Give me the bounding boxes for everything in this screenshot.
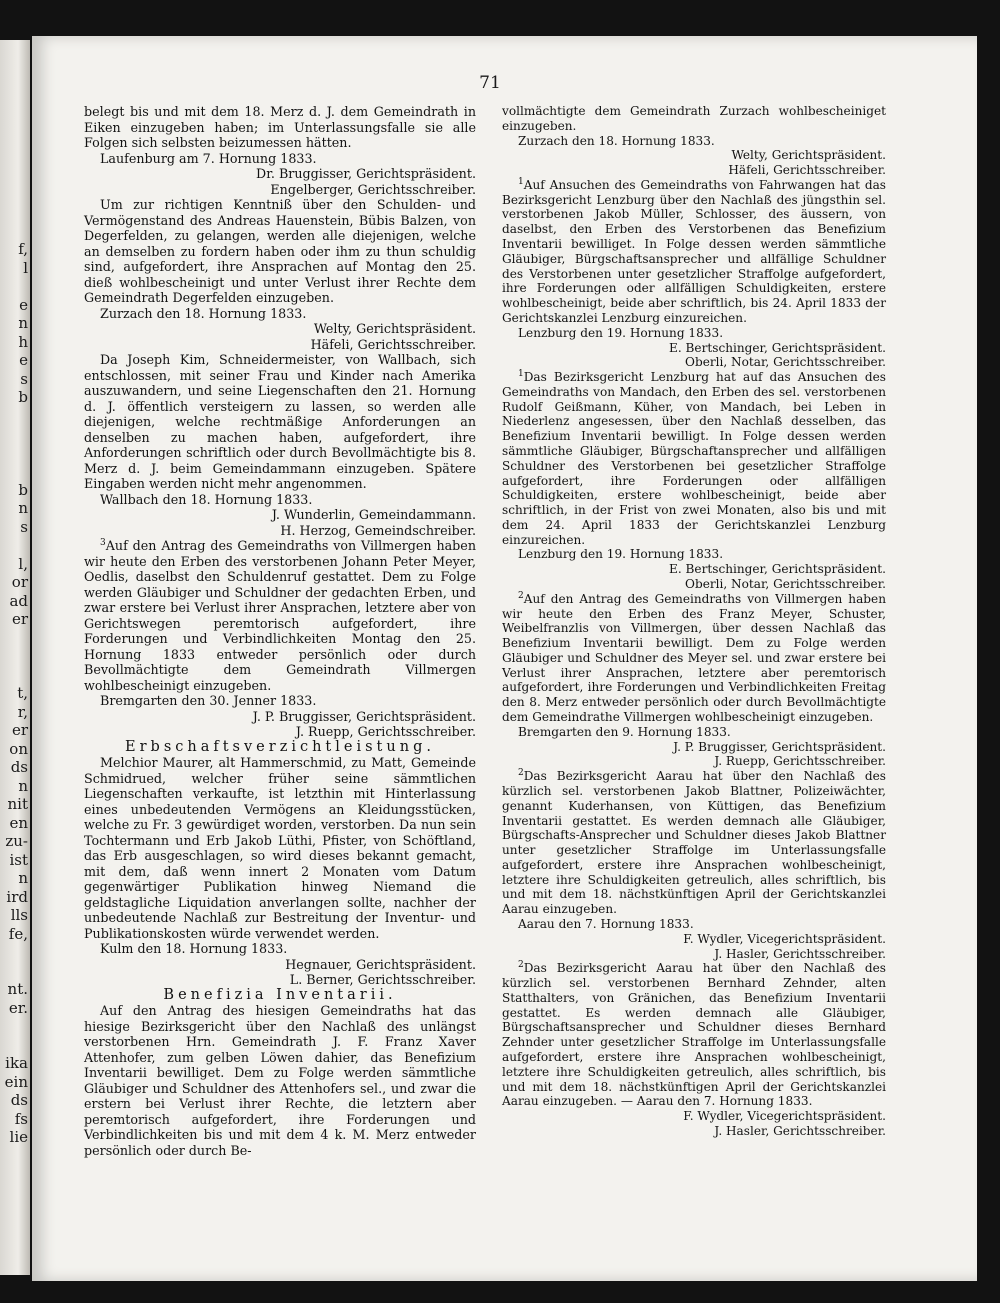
dateline bbox=[84, 693, 476, 709]
notice-paragraph-text: Auf den Antrag des hiesigen Gemeindraths hat das hiesige Bezirksgericht über den Nachlaß des unlängst verstorbenen Hrn. Gemeindrath J. F. Franz Xaver Attenhofer, zum gelben Löwen dahier, das Benefizium Inventarii bewilliget. Dem zu Folge werden sämmtliche Gläubiger und Schuldner des Attenhofers sel., und zwar die erstern bei Verlust ihrer Rechte, die letztern aber peremtorisch aufgefordert, ihre Forderungen und Verbindlichkeiten bis und mit dem 4 k. M. Merz entweder persönlich oder durch Be- bbox=[84, 1003, 476, 1158]
notice-paragraph-text: vollmächtigte dem Gemeindrath Zurzach wohlbescheiniget einzugeben. bbox=[502, 104, 886, 133]
notice-paragraph-text: Das Bezirksgericht Aarau hat über den Nachlaß des kürzlich sel. verstorbenen Bernhard Zehnder, alten Statthalters, von Gränichen, das Benefizium Inventarii gestattet. Es werden demnach alle Gläubiger, Bürgschaftsansprecher und Schuldner dieses Bernhard Zehnder unter gesetzlicher Straffolge im Unterlassungsfalle aufgefordert, erstere ihre Ansprachen wohlbescheinigt, letztere ihre Schuldigkeiten getreulich, alles schriftlich, bis und mit dem 18. nächstkünftigen April der Gerichtskanzlei Aarau einzugeben. — Aarau den 7. Hornung 1833. bbox=[502, 961, 886, 1109]
footnote-marker: 3 bbox=[100, 537, 106, 548]
facing-page-fragment: ist bbox=[9, 850, 28, 869]
dateline-text: Laufenburg am 7. Hornung 1833. bbox=[100, 150, 317, 166]
notice-paragraph-text: Das Bezirksgericht Lenzburg hat auf das Ansuchen des Gemeindraths von Mandach, den Erben des sel. verstorbenen Rudolf Geißmann, Küher, von Mandach, bei Leben in Niederlenz angesessen, über den Nachlaß desselben, das Benefizium Inventarii bewilligt. In Folge dessen werden sämmtliche Gläubiger, Bürgschaftansprecher und allfälligen Schuldner des Verstorbenen bei gesetzlicher Straffolge aufgefordert, ihre Forderungen oder allfälligen Schuldigkeiten, erstere wohlbescheinigt, beide aber schriftlich, in der Frist von zwei Monaten, also bis und mit dem 24. April 1833 der Gerichtskanzlei Lenzburg einzureichen. bbox=[502, 370, 886, 547]
signature-line-text: J. Hasler, Gerichtsschreiber. bbox=[714, 1123, 886, 1138]
signature-line bbox=[502, 341, 886, 356]
dateline bbox=[84, 941, 476, 957]
signature-line-text: J. P. Bruggisser, Gerichtspräsident. bbox=[252, 708, 476, 724]
dateline bbox=[502, 725, 886, 740]
signature-line bbox=[502, 947, 886, 962]
facing-page-fragment bbox=[0, 666, 30, 685]
signature-line-text: J. Wunderlin, Gemeindammann. bbox=[271, 507, 476, 522]
section-heading bbox=[84, 988, 476, 1004]
facing-page-fragment: fe, bbox=[8, 924, 28, 943]
dateline-text: Kulm den 18. Hornung 1833. bbox=[100, 941, 288, 956]
dateline bbox=[84, 492, 476, 508]
dateline-text: Aarau den 7. Hornung 1833. bbox=[518, 916, 694, 931]
facing-page-fragment: or bbox=[11, 573, 28, 591]
signature-line-text: Dr. Bruggisser, Gerichtspräsident. bbox=[256, 166, 476, 181]
notice-paragraph-text: belegt bis und mit dem 18. Merz d. J. dem Gemeindrath in Eiken einzugeben haben; im Unterlassungsfalle sie alle Folgen sich selbsten beizumessen hätten. bbox=[84, 104, 476, 150]
dateline bbox=[502, 326, 886, 341]
notice-paragraph bbox=[84, 538, 476, 693]
signature-line bbox=[84, 724, 476, 740]
signature-line bbox=[502, 562, 886, 577]
dateline-text: Lenzburg den 19. Hornung 1833. bbox=[518, 547, 724, 562]
dateline-text: Zurzach den 18. Hornung 1833. bbox=[100, 305, 307, 321]
notice-paragraph-text: Auf Ansuchen des Gemeindraths von Fahrwangen hat das Bezirksgericht Lenzburg über den Nachlaß des jüngsthin sel. verstorbenen Jakob Müller, Schlosser, des äussern, von daselbst, den Erben des Verstorbenen das Benefizium Inventarii bewilliget. In Folge dessen werden sämmtliche Gläubiger, Bürgschaftsansprecher und allfällige Schuldner des Verstorbenen unter gesetzlicher Straffolge aufgefordert, ihre Forderungen oder allfälligen Schuldigkeiten, erstere wohlbescheinigt, beide aber schriftlich, bis 24. April 1833 der Gerichtskanzlei Lenzburg einzureichen. bbox=[502, 177, 886, 325]
signature-line-text: Welty, Gerichtspräsident. bbox=[313, 321, 476, 336]
facing-page-fragment: r, bbox=[17, 702, 28, 721]
signature-line bbox=[84, 972, 476, 988]
facing-page-fragment: lie bbox=[9, 1128, 28, 1146]
signature-line bbox=[502, 754, 886, 769]
signature-line-text: F. Wydler, Vicegerichtspräsident. bbox=[683, 931, 886, 946]
facing-page-fragment: e bbox=[19, 295, 28, 314]
facing-page-fragment: f, bbox=[18, 240, 28, 258]
facing-page-fragment bbox=[0, 444, 30, 463]
facing-page-fragment: h bbox=[18, 332, 28, 351]
notice-paragraph-text: Um zur richtigen Kenntniß über den Schulden- und Vermögenstand des Andreas Hauenstein, Bübis Balzen, von Degerfelden, zu gelangen, werden alle diejenigen, welche an demselben zu fordern haben oder ihm zu thun schuldig sind, aufgefordert, ihre Ansprachen auf Montag den 25. dieß wohlbescheinigt und unter Verlust ihrer Rechte dem Gemeindrath Degerfelden einzugeben. bbox=[84, 197, 476, 305]
signature-line bbox=[502, 932, 886, 947]
section-heading bbox=[84, 740, 476, 756]
signature-line bbox=[84, 337, 476, 353]
signature-line bbox=[502, 163, 886, 178]
signature-line-text: J. Hasler, Gerichtsschreiber. bbox=[714, 946, 886, 961]
signature-line-text: Hegnauer, Gerichtspräsident. bbox=[285, 956, 476, 972]
facing-page-fragment: s bbox=[20, 369, 28, 388]
notice-paragraph bbox=[84, 197, 476, 306]
notice-paragraph bbox=[502, 370, 886, 547]
facing-page-fragment: er bbox=[11, 721, 28, 739]
facing-page-fragment: en bbox=[9, 813, 28, 832]
signature-line bbox=[84, 182, 476, 198]
notice-paragraph bbox=[502, 769, 886, 917]
notice-paragraph-text: Melchior Maurer, alt Hammerschmid, zu Matt, Gemeinde Schmidrued, welcher früher seine sämmtlichen Liegenschaften verkaufte, ist letzthin mit Hinterlassung eines unbedeutenden Vermögens an Kleidungsstücken, welche zu Fr. 3 gewürdiget worden, verstorben. Da nun sein Tochtermann und Erb Jakob Lüthi, Pfister, von Schöftland, das Erb ausgeschlagen, so wird dieses bekannt gemacht, mit dem, daß wenn innert 2 Monaten vom Datum gegenwärtiger Publikation hinweg Niemand die geldstagliche Liquidation anverlangen sollte, nachher der unbedeutende Nachlaß zur Bestreitung der Inventur- und Publikationskosten würde verwendet werden. bbox=[84, 755, 476, 941]
facing-page-fragment bbox=[0, 1036, 30, 1055]
facing-page-fragment: n bbox=[18, 869, 28, 887]
dateline bbox=[84, 306, 476, 322]
facing-page-text-fragments bbox=[0, 240, 30, 1147]
signature-line-text: J. P. Bruggisser, Gerichtspräsident. bbox=[673, 739, 886, 754]
facing-page-fragment: n bbox=[18, 499, 28, 517]
facing-page-fragment: b bbox=[18, 480, 28, 499]
signature-line bbox=[502, 355, 886, 370]
facing-page-fragment: lls bbox=[10, 906, 28, 924]
dateline-text: Bremgarten den 9. Hornung 1833. bbox=[518, 724, 731, 739]
signature-line bbox=[502, 1109, 886, 1124]
signature-line bbox=[84, 166, 476, 182]
notice-paragraph-text: Das Bezirksgericht Aarau hat über den Nachlaß des kürzlich sel. verstorbenen Jakob Blattner, Polizeiwächter, genannt Kuderhansen, von Küttigen, das Benefizium Inventarii gestattet. Es werden demnach alle Gläubiger, Bürgschafts-Ansprecher und Schuldner dieses Jakob Blattner unter gesetzlicher Straffolge im Unterlassungsfalle aufgefordert, erstere ihre Ansprachen wohlbescheinigt, letztere ihre Schuldigkeiten getreulich, alles schriftlich, bis und mit dem 18. nächstkünftigen April der Gerichtskanzlei Aarau einzugeben. bbox=[502, 769, 886, 917]
facing-page-fragment: b bbox=[18, 388, 28, 406]
facing-page-fragment: e bbox=[19, 351, 28, 369]
facing-page-fragment: l bbox=[23, 258, 28, 277]
facing-page-fragment: t, bbox=[17, 684, 28, 702]
signature-line-text: Häfeli, Gerichtsschreiber. bbox=[310, 336, 476, 352]
facing-page-fragment bbox=[0, 647, 30, 666]
facing-page-fragment: ein bbox=[4, 1072, 28, 1091]
signature-line bbox=[84, 957, 476, 973]
dateline-text: Bremgarten den 30. Jenner 1833. bbox=[100, 693, 317, 708]
dateline bbox=[502, 547, 886, 562]
facing-page-fragment: ds bbox=[10, 1091, 28, 1109]
dateline-text: Lenzburg den 19. Hornung 1833. bbox=[518, 325, 724, 340]
notice-paragraph bbox=[502, 592, 886, 725]
notice-paragraph bbox=[84, 755, 476, 941]
section-heading-text: Erbschaftsverzichtleistung. bbox=[125, 738, 435, 755]
footnote-marker: 2 bbox=[518, 590, 524, 601]
facing-page-fragment: on bbox=[9, 739, 28, 758]
footnote-marker: 2 bbox=[518, 960, 524, 971]
signature-line-text: Welty, Gerichtspräsident. bbox=[731, 148, 886, 163]
dateline bbox=[502, 134, 886, 149]
dateline-text: Zurzach den 18. Hornung 1833. bbox=[518, 133, 715, 148]
facing-page-fragment: fs bbox=[14, 1109, 28, 1128]
signature-line bbox=[502, 740, 886, 755]
notice-paragraph bbox=[502, 961, 886, 1109]
footnote-marker: 2 bbox=[518, 768, 524, 779]
facing-page-fragment bbox=[0, 277, 30, 296]
right-column bbox=[502, 104, 886, 1139]
facing-page-fragment: nit bbox=[7, 795, 28, 813]
notice-paragraph bbox=[502, 178, 886, 326]
facing-page-fragment bbox=[0, 536, 30, 555]
signature-line-text: Oberli, Notar, Gerichtsschreiber. bbox=[685, 355, 886, 370]
signature-line bbox=[84, 507, 476, 523]
notice-paragraph bbox=[502, 104, 886, 134]
notice-paragraph-text: Da Joseph Kim, Schneidermeister, von Wallbach, sich entschlossen, mit seiner Frau und Kinder nach Amerika auszuwandern, und seine Liegenschaften den 21. Hornung d. J. öffentlich versteigern zu lassen, so werden alle diejenigen, welche rechtmäßige Anforderungen an denselben zu machen haben, aufgefordert, ihre Anforderungen schriftlich oder durch Bevollmächtigte bis 8. Merz d. J. beim Gemeindammann einzugeben. Spätere Eingaben werden nicht mehr angenommen. bbox=[84, 352, 476, 491]
signature-line-text: L. Berner, Gerichtsschreiber. bbox=[289, 972, 476, 987]
facing-page-fragment: ad bbox=[9, 591, 28, 610]
facing-page-fragment: l, bbox=[18, 554, 28, 573]
facing-page-fragment bbox=[0, 629, 30, 648]
facing-page-fragment: n bbox=[18, 776, 28, 795]
notice-paragraph bbox=[84, 104, 476, 151]
facing-page-fragment: nt. bbox=[7, 980, 28, 998]
signature-line-text: F. Wydler, Vicegerichtspräsident. bbox=[683, 1109, 886, 1124]
signature-line-text: Häfeli, Gerichtsschreiber. bbox=[728, 163, 886, 178]
signature-line-text: J. Ruepp, Gerichtsschreiber. bbox=[714, 754, 886, 769]
facing-page-fragment: ds bbox=[10, 758, 28, 776]
facing-page-fragment: er. bbox=[8, 998, 28, 1017]
signature-line bbox=[84, 523, 476, 539]
facing-page-fragment: n bbox=[18, 314, 28, 332]
footnote-marker: 1 bbox=[518, 369, 524, 380]
section-heading-text: Benefizia Inventarii. bbox=[163, 986, 397, 1003]
signature-line-text: E. Bertschinger, Gerichtspräsident. bbox=[669, 562, 886, 577]
signature-line bbox=[84, 321, 476, 337]
signature-line-text: J. Ruepp, Gerichtsschreiber. bbox=[295, 724, 476, 739]
dateline bbox=[502, 917, 886, 932]
notice-paragraph bbox=[84, 1003, 476, 1158]
facing-page-fragment: s bbox=[20, 517, 28, 536]
notice-paragraph bbox=[84, 352, 476, 492]
signature-line bbox=[502, 577, 886, 592]
facing-page-fragment bbox=[0, 462, 30, 481]
signature-line bbox=[502, 1124, 886, 1139]
signature-line bbox=[502, 148, 886, 163]
facing-page-fragment bbox=[0, 1017, 30, 1036]
dateline bbox=[84, 151, 476, 167]
facing-page-fragment: ika bbox=[5, 1054, 28, 1072]
footnote-marker: 1 bbox=[518, 176, 524, 187]
page-number: 71 bbox=[479, 73, 501, 93]
facing-page-edge bbox=[0, 40, 30, 1275]
facing-page-fragment bbox=[0, 943, 30, 962]
signature-line-text: Oberli, Notar, Gerichtsschreiber. bbox=[685, 577, 886, 591]
signature-line-text: Engelberger, Gerichtsschreiber. bbox=[270, 181, 476, 197]
facing-page-fragment: er bbox=[11, 610, 28, 628]
facing-page-fragment bbox=[0, 425, 30, 444]
facing-page-fragment: ird bbox=[6, 887, 28, 906]
notice-paragraph-text: Auf den Antrag des Gemeindraths von Villmergen haben wir heute den Erben des verstorbenen Johann Peter Meyer, Oedlis, daselbst den Schuldenruf gestattet. Dem zu Folge werden Gläubiger und Schuldner der gedachten Erben, und zwar erstere bei Verlust ihrer Ansprachen, letztere aber von Gerichtswegen peremtorisch aufgefordert, ihre Forderungen und Verbindlichkeiten Montag den 25. Hornung 1833 entweder persönlich oder durch Bevollmächtigte dem Gemeindrath Villmergen wohlbescheinigt einzugeben. bbox=[84, 538, 476, 693]
left-column bbox=[84, 104, 476, 1158]
facing-page-fragment bbox=[0, 407, 30, 426]
signature-line-text: E. Bertschinger, Gerichtspräsident. bbox=[669, 340, 886, 355]
notice-paragraph-text: Auf den Antrag des Gemeindraths von Villmergen haben wir heute den Erben des Franz Meyer, Schuster, Weibelfranzlis von Villmergen, über dessen Nachlaß das Benefizium Inventarii bewilligt. Dem zu Folge werden Gläubiger und Schuldner des Meyer sel. und zwar erstere bei Verlust ihrer Ansprachen, letztere aber peremtorisch aufgefordert, ihre Forderungen und Verbindlichkeiten Freitag den 8. Merz entweder persönlich oder durch Bevollmächtigte dem Gemeindrathe Villmergen wohlbescheinigt einzugeben. bbox=[502, 591, 886, 725]
signature-line-text: H. Herzog, Gemeindschreiber. bbox=[280, 522, 476, 538]
facing-page-fragment bbox=[0, 962, 30, 981]
dateline-text: Wallbach den 18. Hornung 1833. bbox=[100, 491, 313, 507]
signature-line bbox=[84, 709, 476, 725]
facing-page-fragment: zu- bbox=[5, 832, 28, 850]
